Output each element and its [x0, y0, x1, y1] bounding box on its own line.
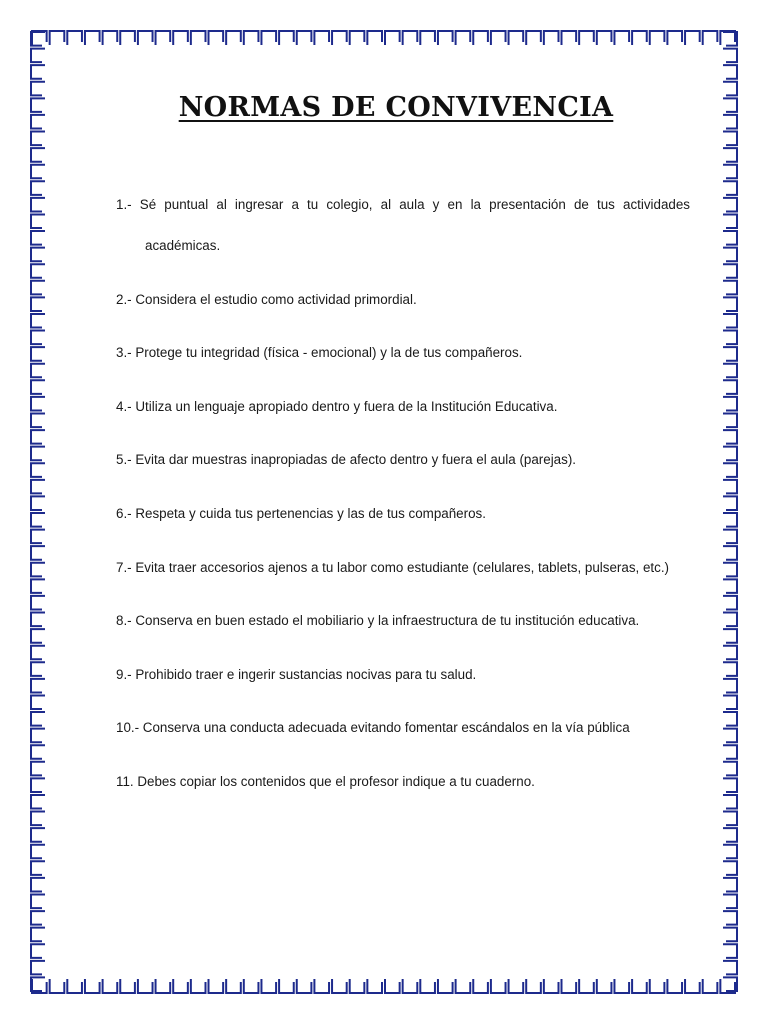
border-tile-top	[367, 31, 382, 45]
rule-text: 11. Debes copiar los contenidos que el profesor indique a tu cuaderno.	[116, 773, 535, 789]
border-tile-right	[723, 314, 737, 328]
border-tile-top	[438, 31, 453, 45]
border-tile-right	[723, 695, 737, 709]
border-tile-left	[31, 646, 45, 660]
rule-text: 7.- Evita traer accesorios ajenos a tu labor como estudiante (celulares, tablets, pulseras, etc.)	[116, 559, 670, 575]
border-tile-right	[723, 729, 737, 743]
border-tile-top	[491, 31, 506, 45]
border-tile-left	[31, 778, 45, 792]
border-tile-left	[31, 430, 45, 444]
border-tile-top	[279, 31, 294, 45]
rule-item-11	[116, 772, 690, 792]
border-tile-right	[723, 364, 737, 378]
border-tile-left	[31, 480, 45, 494]
border-tile-right	[723, 231, 737, 245]
border-tile-bottom	[420, 979, 435, 993]
border-tile-top	[597, 31, 612, 45]
border-tile-right	[723, 961, 737, 975]
border-tile-right	[723, 181, 737, 195]
border-tile-top	[544, 31, 559, 45]
border-tile-right	[723, 928, 737, 942]
border-tile-top	[332, 31, 347, 45]
border-tile-top	[509, 31, 524, 45]
rule-item-3	[116, 343, 690, 363]
border-tile-left	[31, 32, 45, 46]
border-tile-left	[31, 496, 45, 510]
border-tile-top	[579, 31, 594, 45]
border-tile-bottom	[667, 979, 682, 993]
border-tile-left	[31, 911, 45, 925]
border-tile-top	[32, 31, 47, 45]
border-tile-left	[31, 861, 45, 875]
border-tile-bottom	[226, 979, 241, 993]
border-tile-top	[226, 31, 241, 45]
border-tile-left	[31, 563, 45, 577]
border-tile-top	[385, 31, 400, 45]
border-tile-left	[31, 596, 45, 610]
border-tile-bottom	[138, 979, 153, 993]
border-tile-right	[723, 513, 737, 527]
border-tile-bottom	[438, 979, 453, 993]
rule-item-2	[116, 290, 690, 310]
border-tile-right	[723, 546, 737, 560]
border-tile-top	[526, 31, 541, 45]
border-tile-right	[723, 762, 737, 776]
rule-text: 1.- Sé puntual al ingresar a tu colegio, al aula y en la presentación de tus actividades	[116, 197, 690, 212]
border-tile-top	[685, 31, 700, 45]
border-tile-right	[723, 297, 737, 311]
border-tile-bottom	[650, 979, 665, 993]
border-tile-bottom	[350, 979, 365, 993]
border-tile-left	[31, 613, 45, 627]
rule-item-5	[116, 450, 690, 470]
border-tile-left	[31, 845, 45, 859]
border-tile-left	[31, 397, 45, 411]
border-tile-bottom	[209, 979, 224, 993]
rule-item-9	[116, 665, 690, 685]
border-tile-top	[138, 31, 153, 45]
border-tile-right	[723, 198, 737, 212]
border-tile-left	[31, 977, 45, 991]
rule-text: 6.- Respeta y cuida tus pertenencias y las de tus compañeros.	[116, 505, 486, 521]
border-tile-right	[723, 132, 737, 146]
border-tile-left	[31, 165, 45, 179]
border-tile-bottom	[85, 979, 100, 993]
rule-text: 3.- Protege tu integridad (física - emocional) y la de tus compañeros.	[116, 345, 523, 361]
border-tile-left	[31, 331, 45, 345]
border-tile-right	[723, 49, 737, 63]
border-tile-left	[31, 579, 45, 593]
rule-text: 5.- Evita dar muestras inapropiadas de afecto dentro y fuera el aula (parejas).	[116, 452, 576, 468]
border-tile-right	[723, 629, 737, 643]
border-tile-left	[31, 364, 45, 378]
rule-text-continuation: académicas.	[145, 238, 221, 253]
border-tile-left	[31, 878, 45, 892]
border-tile-right	[723, 646, 737, 660]
border-tile-right	[723, 463, 737, 477]
border-tile-right	[723, 712, 737, 726]
border-tile-bottom	[632, 979, 647, 993]
border-tile-top	[420, 31, 435, 45]
border-tile-bottom	[156, 979, 171, 993]
border-tile-top	[209, 31, 224, 45]
border-tile-bottom	[597, 979, 612, 993]
border-tile-left	[31, 762, 45, 776]
border-tile-top	[261, 31, 276, 45]
border-tile-left	[31, 231, 45, 245]
border-tile-right	[723, 430, 737, 444]
border-tile-left	[31, 132, 45, 146]
border-tile-top	[667, 31, 682, 45]
border-tile-left	[31, 463, 45, 477]
border-tile-bottom	[367, 979, 382, 993]
border-tile-right	[723, 563, 737, 577]
border-tile-top	[350, 31, 365, 45]
border-tile-right	[723, 148, 737, 162]
rule-item-10	[116, 718, 690, 738]
border-tile-bottom	[456, 979, 471, 993]
border-tile-left	[31, 944, 45, 958]
border-tile-right	[723, 778, 737, 792]
border-tile-right	[723, 496, 737, 510]
border-tile-top	[562, 31, 577, 45]
border-tile-bottom	[614, 979, 629, 993]
border-tile-left	[31, 347, 45, 361]
border-tile-top	[85, 31, 100, 45]
border-tile-top	[720, 31, 735, 45]
rules-list	[116, 195, 690, 826]
border-tile-bottom	[403, 979, 418, 993]
border-tile-right	[723, 944, 737, 958]
border-tile-right	[723, 911, 737, 925]
border-tile-right	[723, 894, 737, 908]
border-tile-left	[31, 695, 45, 709]
border-tile-left	[31, 828, 45, 842]
border-tile-bottom	[562, 979, 577, 993]
border-tile-bottom	[50, 979, 65, 993]
border-tile-right	[723, 165, 737, 179]
border-tile-bottom	[509, 979, 524, 993]
border-tile-right	[723, 878, 737, 892]
border-tile-right	[723, 745, 737, 759]
border-tile-bottom	[173, 979, 188, 993]
border-tile-left	[31, 297, 45, 311]
border-tile-right	[723, 679, 737, 693]
border-tile-left	[31, 413, 45, 427]
border-tile-bottom	[473, 979, 488, 993]
border-tile-left	[31, 513, 45, 527]
border-tile-left	[31, 447, 45, 461]
rule-item-1	[116, 195, 690, 256]
border-tile-top	[473, 31, 488, 45]
border-tile-right	[723, 530, 737, 544]
border-tile-top	[632, 31, 647, 45]
border-tile-bottom	[67, 979, 82, 993]
border-tile-bottom	[526, 979, 541, 993]
border-tile-right	[723, 613, 737, 627]
border-tile-right	[723, 65, 737, 79]
border-tile-right	[723, 264, 737, 278]
border-tile-top	[244, 31, 259, 45]
border-tile-bottom	[579, 979, 594, 993]
border-tile-left	[31, 248, 45, 262]
border-tile-bottom	[544, 979, 559, 993]
border-tile-left	[31, 148, 45, 162]
border-tile-bottom	[103, 979, 118, 993]
border-tile-right	[723, 397, 737, 411]
rule-item-6	[116, 504, 690, 524]
border-tile-left	[31, 314, 45, 328]
border-tile-top	[173, 31, 188, 45]
rule-text: 4.- Utiliza un lenguaje apropiado dentro y fuera de la Institución Educativa.	[116, 398, 558, 414]
border-tile-left	[31, 928, 45, 942]
border-tile-left	[31, 894, 45, 908]
border-tile-bottom	[191, 979, 206, 993]
border-tile-left	[31, 65, 45, 79]
border-tile-right	[723, 662, 737, 676]
border-tile-top	[650, 31, 665, 45]
rule-text: 9.- Prohibido traer e ingerir sustancias nocivas para tu salud.	[116, 666, 477, 682]
border-tile-top	[103, 31, 118, 45]
border-tile-left	[31, 679, 45, 693]
border-tile-left	[31, 629, 45, 643]
border-tile-right	[723, 248, 737, 262]
border-tile-left	[31, 729, 45, 743]
border-tile-left	[31, 380, 45, 394]
border-tile-bottom	[332, 979, 347, 993]
border-tile-top	[403, 31, 418, 45]
border-tile-left	[31, 214, 45, 228]
border-tile-right	[723, 828, 737, 842]
border-tile-left	[31, 281, 45, 295]
border-tile-bottom	[491, 979, 506, 993]
border-tile-right	[723, 447, 737, 461]
border-tile-top	[67, 31, 82, 45]
rule-item-8	[116, 611, 690, 631]
border-tile-right	[723, 281, 737, 295]
border-tile-bottom	[314, 979, 329, 993]
border-tile-bottom	[385, 979, 400, 993]
border-tile-right	[723, 596, 737, 610]
border-tile-right	[723, 795, 737, 809]
border-tile-left	[31, 745, 45, 759]
border-tile-left	[31, 49, 45, 63]
border-tile-top	[297, 31, 312, 45]
border-tile-left	[31, 795, 45, 809]
border-tile-right	[723, 861, 737, 875]
border-tile-left	[31, 662, 45, 676]
border-tile-left	[31, 812, 45, 826]
border-tile-right	[723, 331, 737, 345]
border-tile-top	[703, 31, 718, 45]
border-tile-bottom	[297, 979, 312, 993]
border-tile-right	[723, 845, 737, 859]
rule-text: 10.- Conserva una conducta adecuada evitando fomentar escándalos en la vía pública	[116, 720, 630, 736]
border-tile-top	[314, 31, 329, 45]
rule-item-4	[116, 397, 690, 417]
border-tile-top	[191, 31, 206, 45]
border-tile-left	[31, 961, 45, 975]
page-title: NORMAS DE CONVIVENCIA	[178, 92, 614, 123]
border-tile-bottom	[279, 979, 294, 993]
border-tile-bottom	[703, 979, 718, 993]
border-tile-right	[723, 812, 737, 826]
border-tile-right	[723, 480, 737, 494]
border-tile-top	[120, 31, 135, 45]
border-tile-bottom	[244, 979, 259, 993]
border-tile-right	[723, 214, 737, 228]
border-tile-left	[31, 198, 45, 212]
border-tile-right	[723, 579, 737, 593]
border-tile-left	[31, 712, 45, 726]
border-tile-top	[456, 31, 471, 45]
rule-text: 2.- Considera el estudio como actividad primordial.	[116, 291, 417, 307]
border-tile-left	[31, 530, 45, 544]
border-tile-left	[31, 546, 45, 560]
border-tile-top	[614, 31, 629, 45]
border-tile-top	[156, 31, 171, 45]
border-tile-left	[31, 264, 45, 278]
border-tile-bottom	[120, 979, 135, 993]
rule-item-7	[116, 558, 690, 578]
border-tile-top	[50, 31, 65, 45]
border-tile-bottom	[685, 979, 700, 993]
border-tile-left	[31, 181, 45, 195]
border-tile-right	[723, 347, 737, 361]
border-tile-right	[723, 380, 737, 394]
rule-text: 8.- Conserva en buen estado el mobiliario y la infraestructura de tu institución educativa.	[116, 613, 640, 629]
border-tile-bottom	[261, 979, 276, 993]
border-tile-right	[723, 413, 737, 427]
